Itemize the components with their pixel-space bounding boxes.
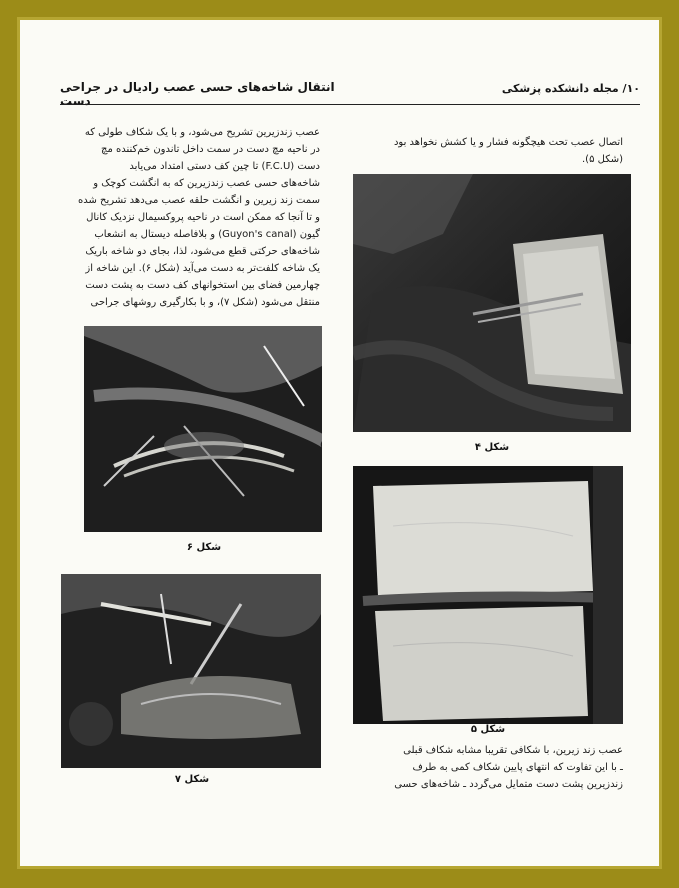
text-line: زندزیرین پشت دست متمایل می‌گردد ـ شاخه‌های حسی: [394, 779, 623, 790]
text-line: یک شاخه کلفت‌تر به دست می‌آید (شکل ۶). این شاخه از: [85, 263, 320, 274]
text-line: در ناحیه مچ دست در سمت داخل تاندون خم‌کننده مچ: [101, 144, 320, 155]
text-line: و تا آنجا که ممکن است در ناحیه پروکسیمال نزدیک کانال: [86, 212, 320, 223]
figure-7-photo: [61, 574, 321, 768]
left-column-paragraph: [60, 124, 320, 311]
figure-5-caption: شکل ۵: [470, 724, 506, 735]
text-line: منتقل می‌شود (شکل ۷)، و با بکارگیری روشهای جراحی: [90, 297, 320, 308]
journal-name: ۱۰/ مجله دانشکده پزشکی: [501, 82, 640, 95]
journal-page: [20, 20, 662, 869]
text-line: دست (F.C.U) تا چین کف دستی امتداد می‌یابد: [129, 161, 320, 172]
page-frame: [17, 17, 662, 869]
figure-5-photo: [353, 466, 623, 724]
text-line: عصب زندزیرین تشریح می‌شود، و با یک شکاف طولی که: [84, 127, 320, 138]
header-divider: [60, 104, 640, 105]
text-line: ـ با این تفاوت که انتهای پایین شکاف کمی به طرف: [412, 762, 623, 773]
text-line: سمت زند زیرین و انگشت حلقه عصب می‌دهد تشریح شده: [78, 195, 320, 206]
figure-6-photo: [84, 326, 322, 532]
text-line: شاخه‌های حرکتی قطع می‌شود، لذا، بجای دو شاخه باریک: [85, 246, 320, 257]
figure-7-caption: شکل ۷: [174, 774, 210, 785]
text-line: اتصال عصب تحت هیچگونه فشار و یا کشش نخواهد بود: [393, 137, 623, 148]
figure-4-caption: شکل ۴: [474, 442, 510, 453]
text-line: (شکل ۵).: [581, 154, 623, 165]
figure-4-photo: [353, 174, 631, 432]
figure-6-caption: شکل ۶: [186, 542, 222, 553]
right-column-top-paragraph: [353, 134, 623, 168]
article-title: انتقال شاخه‌های حسی عصب رادیال در جراحی دست: [60, 80, 335, 108]
text-line: چهارمین فضای بین استخوانهای کف دست به پشت دست: [85, 280, 320, 291]
right-column-bottom-paragraph: [353, 742, 623, 793]
text-line: شاخه‌های حسی عصب زندزیرین که به انگشت کوچک و: [93, 178, 320, 189]
text-line: عصب زند زیرین، با شکافی تقریبا مشابه شکاف قبلی: [403, 745, 623, 756]
text-line: گیون (Guyon's canal) و بلافاصله دیستال به انشعاب: [94, 229, 320, 240]
